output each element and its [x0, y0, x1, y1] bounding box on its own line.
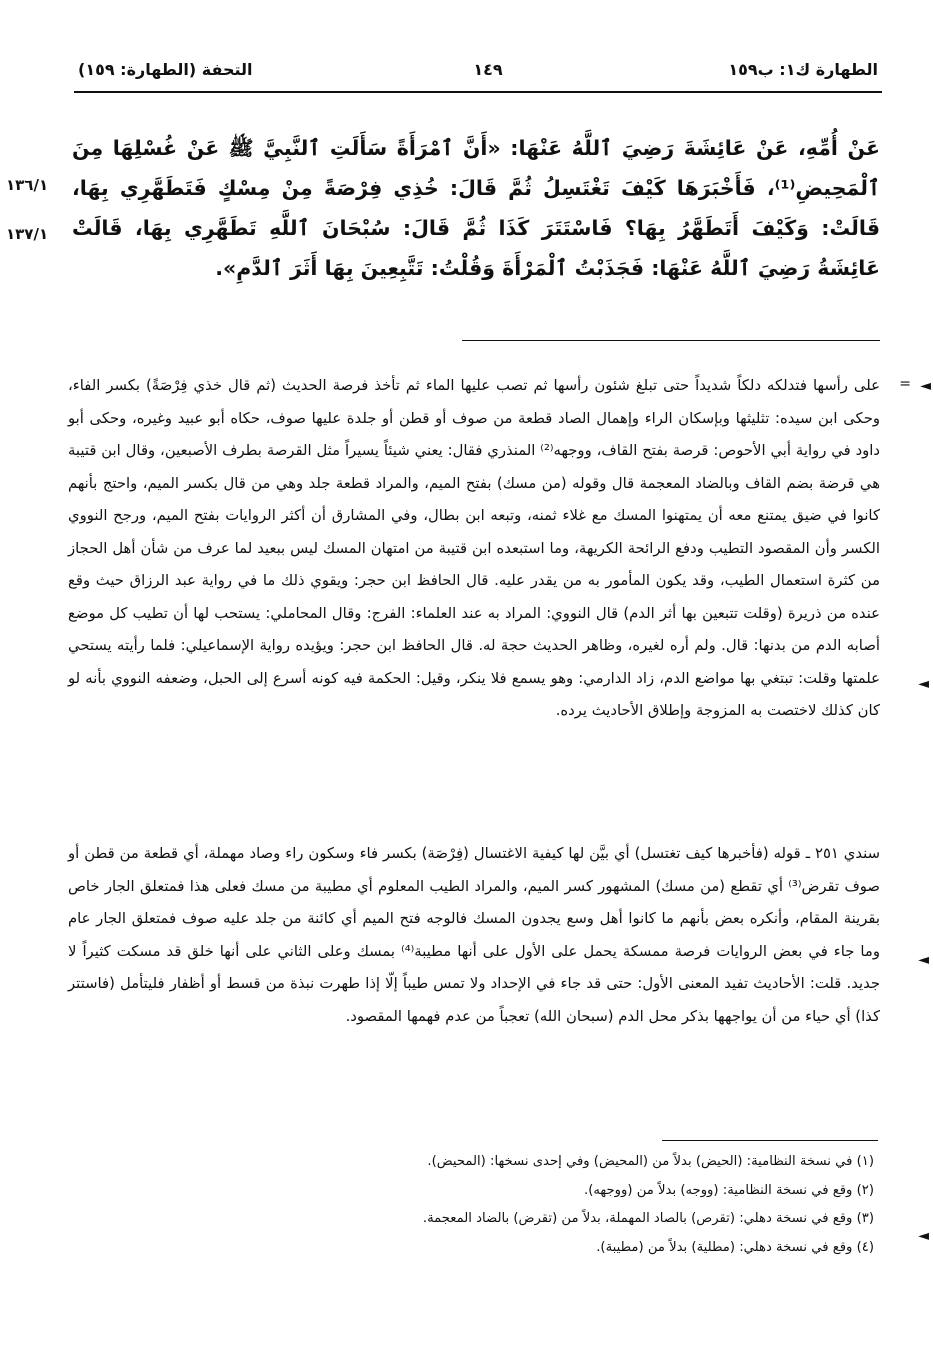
page-number: ١٤٩ — [473, 60, 503, 79]
footnotes — [80, 1148, 874, 1262]
footnote-1: (١) في نسخة النظامية: (الحيض) بدلاً من (المحيض) وفي إحدى نسخها: (المحيض). — [427, 1154, 874, 1169]
section-divider — [462, 340, 880, 341]
margin-arrow-icon: ◄ — [920, 378, 931, 394]
margin-ref-2: ١٣٧/١ — [6, 225, 49, 243]
hadith-text: عَنْ أُمِّهِ، عَنْ عَائِشَةَ رَضِيَ ٱللَّهُ عَنْهَا: «أَنَّ ٱمْرَأَةً سَأَلَتِ ٱلنَّبِيَّ ﷺ عَنْ غُسْلِهَا مِنَ ٱلْمَحِيضِ⁽¹⁾، فَأَخْبَرَهَا كَيْفَ تَغْتَسِلُ ثُمَّ قَالَ: خُذِي فِرْصَةً مِنْ مِسْكٍ فَتَطَهَّرِي بِهَا، قَالَتْ: وَكَيْفَ أَتَطَهَّرُ بِهَا؟ فَاسْتَتَرَ كَذَا ثُمَّ قَالَ: سُبْحَانَ ٱللَّهِ تَطَهَّرِي بِهَا، قَالَتْ عَائِشَةُ رَضِيَ ٱللَّهُ عَنْهَا: فَجَذَبْتُ ٱلْمَرْأَةَ وَقُلْتُ: تَتَّبِعِينَ بِهَا أَثَرَ ٱلدَّمِ». — [72, 136, 880, 280]
header-chapter: الطهارة ك١: ب١٥٩ — [728, 60, 878, 79]
footnote-3: (٣) وقع في نسخة دهلي: (تقرص) بالصاد المهملة، بدلاً من (تقرض) بالضاد المعجمة. — [422, 1211, 874, 1226]
margin-ref-1: ١٣٦/١ — [6, 176, 49, 194]
commentary-block-2: سندي ٢٥١ ـ قوله (فأخبرها كيف تغتسل) أي بيَّن لها كيفية الاغتسال (فِرْصَة) بكسر فاء وسكون راء وصاد مهملة، أي قطعة من قطن أو صوف تقرض⁽³⁾ أي تقطع (من مسك) المشهور كسر الميم، والمراد الطيب المعلوم أي مطيبة من مسك فعلى هذا فمتعلق الجار خاص بقرينة المقام، وأنكره بعض بأنهم ما كانوا أهل وسع يجدون المسك فالوجه فتح الميم أي كائنة من جلد عليه صوف فمتعلق الجار عام وما جاء في بعض الروايات فرصة ممسكة يحمل على الأول على أنها مطيبة⁽⁴⁾ بمسك وعلى الثاني على أنها خلق قد مسكت كثيراً لا جديد. قلت: الأحاديث تفيد المعنى الأول: حتى قد جاء في الإحداد ولا تمس طيباً إلّا إذا طهرت نبذة من قسط أو أظفار فليتأمل (فاستتر كذا) أي حياء من أن يواجهها بذكر محل الدم (سبحان الله) تعجباً من عدم فهمها المقصود. — [68, 845, 881, 1025]
continuation-mark: = — [899, 376, 911, 392]
header-rule — [74, 91, 882, 93]
footnote-2: (٢) وقع في نسخة النظامية: (ووجه) بدلاً من (ووجهه). — [584, 1182, 874, 1198]
footnote-rule — [662, 1140, 878, 1141]
footnote-4: (٤) وقع في نسخة دهلي: (مطلية) بدلاً من (مطيبة). — [596, 1239, 874, 1255]
margin-bullet-icon: ◄ — [918, 1228, 929, 1244]
margin-bullet-icon: ◄ — [918, 676, 929, 692]
margin-bullet-icon: ◄ — [918, 952, 929, 968]
commentary-block-1: على رأسها فتدلكه دلكاً شديداً حتى تبلغ شئون رأسها ثم تصب عليها الماء ثم تأخذ فرصة الحديث (ثم قال خذي فِرْصَةً) بكسر الفاء، وحكى ابن سيده: تثليثها وبإسكان الراء وإهمال الصاد قطعة من صوف أو قطن أو جلدة عليها صوف، حكاه أبو عبيد وغيره، وحكى أبو داود في رواية أبي الأحوص: قرصة بفتح القاف، ووجهه⁽²⁾ المنذري فقال: يعني شيئاً يسيراً مثل القرصة بطرف الأصبعين، وقال ابن قتيبة هي قرضة بضم القاف وبالضاد المعجمة قال وقوله (من مسك) بفتح الميم، والمراد قطعة جلد وهي من قال بكسر الميم، واحتج بأنهم كانوا في ضيق يمتنع معه أن يمتهنوا المسك مع غلاء ثمنه، وتبعه ابن بطال، وفي المشارق أن أكثر الروايات بفتح الميم، ورجح النووي الكسر وأن المقصود التطيب ودفع الرائحة الكريهة، وما استبعده ابن قتيبة من امتهان المسك ليس ببعيد لما عرف من شأن أهل الحجاز من كثرة استعمال الطيب، وقد يكون المأمور به من يقدر عليه. قال الحافظ ابن حجر: ويقوي ذلك ما في رواية عبد الرزاق حيث وقع عنده من ذريرة (وقلت تتبعين بها أثر الدم) قال النووي: المراد به عند العلماء: الفرج: وقال المحاملي: يستحب لها أن تطيب كل موضع أصابه الدم من بدنها: قال. ولم أره لغيره، وظاهر الحديث حجة له. قال الحافظ ابن حجر: ويؤيده رواية الإسماعيلي: فلما رأيته يستحي علمتها وقلت: تبتغي بها مواضع الدم، زاد الدارمي: وهو يسمع فلا ينكر، وقيل: الحكمة فيه كونه أسرع إلى الحبل، وضعفه النووي بأنه لو كان كذلك لاختصت به المزوجة وإطلاق الأحاديث يرده. — [68, 377, 881, 719]
page-header — [78, 56, 878, 86]
header-reference: التحفة (الطهارة: ١٥٩) — [78, 60, 253, 79]
